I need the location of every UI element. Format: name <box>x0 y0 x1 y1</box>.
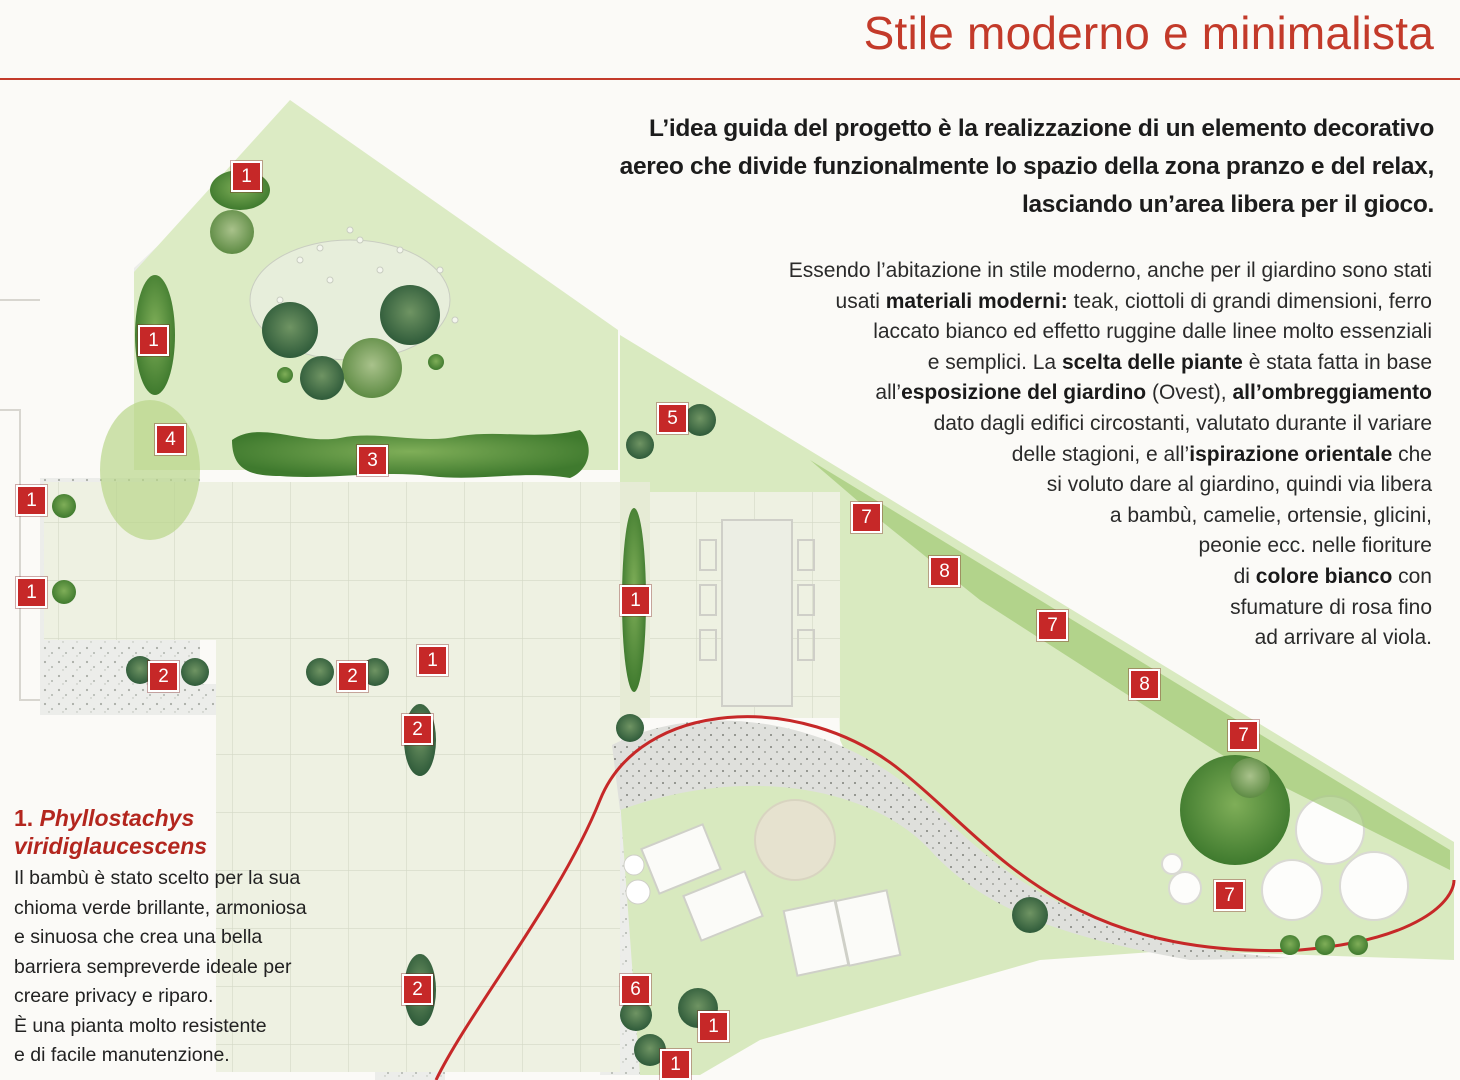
plant-marker: 7 <box>851 502 882 533</box>
plant-marker: 1 <box>16 577 47 608</box>
plant-marker: 1 <box>660 1049 691 1080</box>
page-title: Stile moderno e minimalista <box>863 7 1434 59</box>
title-rule <box>0 78 1460 80</box>
body-line: e semplici. La scelta delle piante è stata fatta in base <box>927 350 1432 374</box>
plant-marker: 1 <box>698 1011 729 1042</box>
plant-marker: 8 <box>929 556 960 587</box>
plant-marker: 4 <box>155 424 186 455</box>
body-paragraph <box>789 256 1432 654</box>
intro-paragraph <box>574 110 1434 224</box>
plant-marker: 2 <box>402 714 433 745</box>
plant-marker: 2 <box>337 661 368 692</box>
body-line: Essendo l’abitazione in stile moderno, anche per il giardino sono stati <box>788 259 1432 282</box>
plant-marker: 7 <box>1037 610 1068 641</box>
intro-line: aereo che divide funzionalmente lo spazio della zona pranzo e del relax, <box>619 153 1434 180</box>
plant-marker: 1 <box>16 485 47 516</box>
body-line: di colore bianco con <box>1233 564 1432 588</box>
body-line: laccato bianco ed effetto ruggine dalle linee molto essenziali <box>873 320 1432 344</box>
body-line: peonie ecc. nelle fioriture <box>1198 534 1432 558</box>
plant-marker: 1 <box>231 161 262 192</box>
plant-marker: 5 <box>657 403 688 434</box>
plant-marker: 3 <box>357 445 388 476</box>
plant-marker: 1 <box>138 325 169 356</box>
body-line: dato dagli edifici circostanti, valutato durante il variare <box>933 411 1432 435</box>
plant-caption <box>14 804 354 1071</box>
caption-heading: 1. Phyllostachys viridiglaucescens <box>14 805 208 859</box>
body-line: si voluto dare al giardino, quindi via libera <box>1046 473 1432 497</box>
body-line: delle stagioni, e all’ispirazione orientale che <box>1011 442 1432 466</box>
body-line: ad arrivare al viola. <box>1254 626 1432 650</box>
body-line: usati materiali moderni: teak, ciottoli di grandi dimensioni, ferro <box>835 289 1432 313</box>
plant-marker: 6 <box>620 974 651 1005</box>
plant-marker: 2 <box>148 661 179 692</box>
caption-text: Il bambù è stato scelto per la sua chioma verde brillante, armoniosa e sinuosa che crea una bella barriera sempreverde ideale per creare privacy e riparo. È una pianta molto resistente e di facile manutenzione. <box>14 867 307 1066</box>
body-line: all’esposizione del giardino (Ovest), all’ombreggiamento <box>875 381 1432 405</box>
intro-line: lasciando un’area libera per il gioco. <box>1021 191 1434 218</box>
intro-line: L’idea guida del progetto è la realizzazione di un elemento decorativo <box>649 115 1434 142</box>
plant-marker: 1 <box>620 585 651 616</box>
plant-marker: 7 <box>1228 720 1259 751</box>
body-line: sfumature di rosa fino <box>1230 595 1432 619</box>
plant-marker: 7 <box>1214 880 1245 911</box>
plant-marker: 8 <box>1129 669 1160 700</box>
plant-marker: 1 <box>417 645 448 676</box>
plant-marker: 2 <box>402 974 433 1005</box>
body-line: a bambù, camelie, ortensie, glicini, <box>1109 503 1432 527</box>
